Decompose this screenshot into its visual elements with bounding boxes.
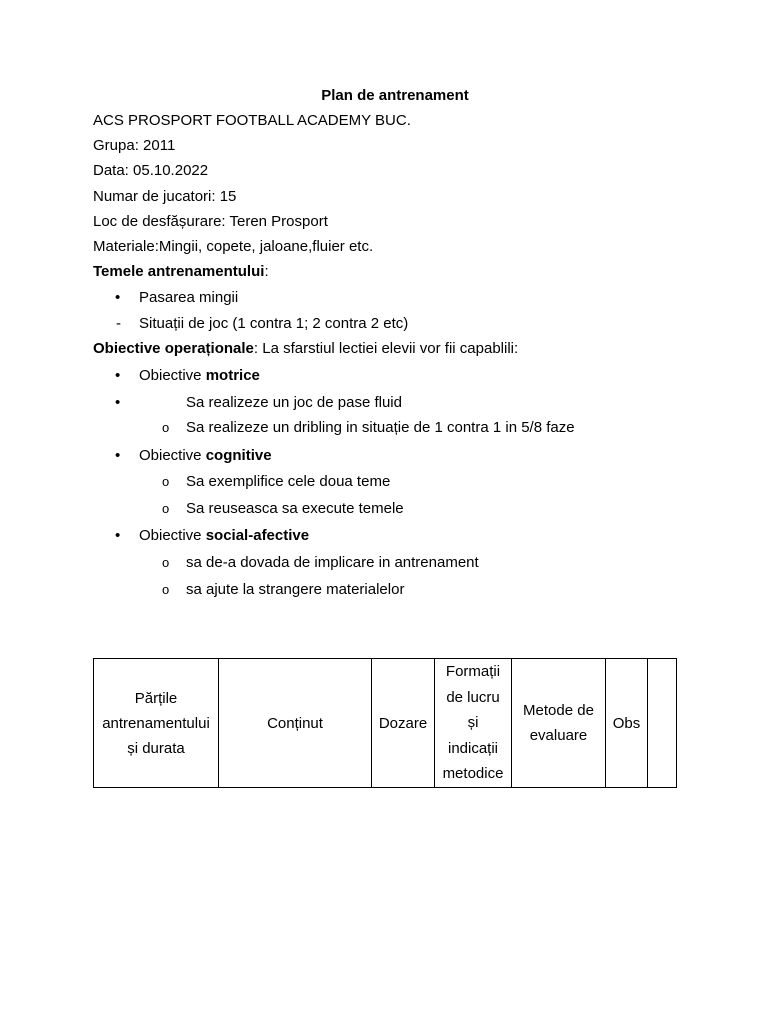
sub-bullet-marker: o: [162, 582, 170, 597]
players-line: Numar de jucatori: 15: [93, 188, 237, 205]
objective-type: cognitive: [205, 447, 272, 464]
bullet-marker: •: [115, 447, 121, 464]
sub-bullet-marker: o: [162, 555, 170, 570]
date-line: Data: 05.10.2022: [93, 162, 209, 179]
header-cell-text: Dozare: [378, 714, 428, 732]
header-cell-text: metodice: [442, 765, 504, 783]
materials-line: Materiale:Mingii, copete, jaloane,fluier etc.: [93, 238, 374, 255]
theme-item-label: Situații de joc (1 contra 1; 2 contra 2 etc): [139, 315, 409, 332]
training-plan-table: [93, 658, 677, 788]
bullet-marker: •: [115, 367, 121, 384]
header-cell-text: Conținut: [267, 714, 323, 732]
header-cell-obs: [606, 659, 648, 788]
header-cell-text: de lucru: [446, 688, 500, 706]
themes-heading: [93, 263, 269, 281]
objective-item-label: Sa realizeze un joc de pase fluid: [186, 394, 402, 411]
header-cell-text: evaluare: [529, 727, 588, 744]
themes-heading-colon: :: [264, 263, 269, 280]
objectives-heading: [93, 340, 518, 358]
sub-bullet-marker: o: [162, 420, 170, 435]
header-cell-text: indicații: [447, 739, 499, 757]
header-cell-empty: [648, 659, 677, 788]
objective-item-label: Sa reuseasca sa execute temele: [186, 500, 404, 517]
header-cell-formations: [435, 659, 512, 788]
objective-item-label: sa de-a dovada de implicare in antrenament: [186, 554, 479, 571]
bullet-marker: •: [115, 394, 121, 411]
table-row: [94, 659, 677, 788]
header-cell-text: antrenamentului: [102, 714, 210, 732]
header-cell-dosage: [372, 659, 435, 788]
objective-prefix: Obiective: [139, 367, 206, 384]
objective-category-label: [139, 527, 309, 545]
objective-prefix: Obiective: [139, 527, 206, 544]
location-line: Loc de desfășurare: Teren Prosport: [93, 213, 328, 230]
sub-bullet-marker: o: [162, 474, 170, 489]
group-line: Grupa: 2011: [93, 137, 176, 154]
header-cell-text: Metode de: [523, 702, 594, 719]
objective-category-label: [139, 447, 272, 465]
header-cell-parts: [94, 659, 219, 788]
sub-bullet-marker: o: [162, 501, 170, 516]
header-cell-text: și: [467, 714, 479, 732]
page-title: Plan de antrenament: [321, 87, 469, 104]
header-cell-text: Părțile: [134, 689, 178, 707]
theme-item-label: Pasarea mingii: [139, 289, 239, 306]
objectives-heading-text: Obiective operaționale: [93, 340, 254, 357]
objective-category-label: [139, 367, 260, 385]
objective-type: motrice: [205, 367, 260, 384]
objectives-intro: : La sfarstiul lectiei elevii vor fii capablili:: [253, 340, 519, 357]
header-cell-text: și durata: [127, 739, 185, 757]
bullet-marker: •: [115, 527, 121, 544]
objective-type: social-afective: [205, 527, 310, 544]
header-cell-evaluation: [512, 659, 606, 788]
header-cell-content: [219, 659, 372, 788]
objective-item-label: Sa exemplifice cele doua teme: [186, 473, 391, 490]
objective-item-label: Sa realizeze un dribling in situație de 1 contra 1 in 5/8 faze: [186, 419, 575, 436]
dash-marker: -: [116, 315, 121, 332]
academy-name: ACS PROSPORT FOOTBALL ACADEMY BUC.: [93, 112, 411, 129]
themes-heading-text: Temele antrenamentului: [93, 263, 265, 280]
header-cell-text: Formații: [445, 663, 501, 681]
objective-prefix: Obiective: [139, 447, 206, 464]
objective-item-label: sa ajute la strangere materialelor: [186, 581, 405, 598]
header-cell-text: Obs: [612, 714, 641, 732]
bullet-marker: •: [115, 289, 121, 306]
